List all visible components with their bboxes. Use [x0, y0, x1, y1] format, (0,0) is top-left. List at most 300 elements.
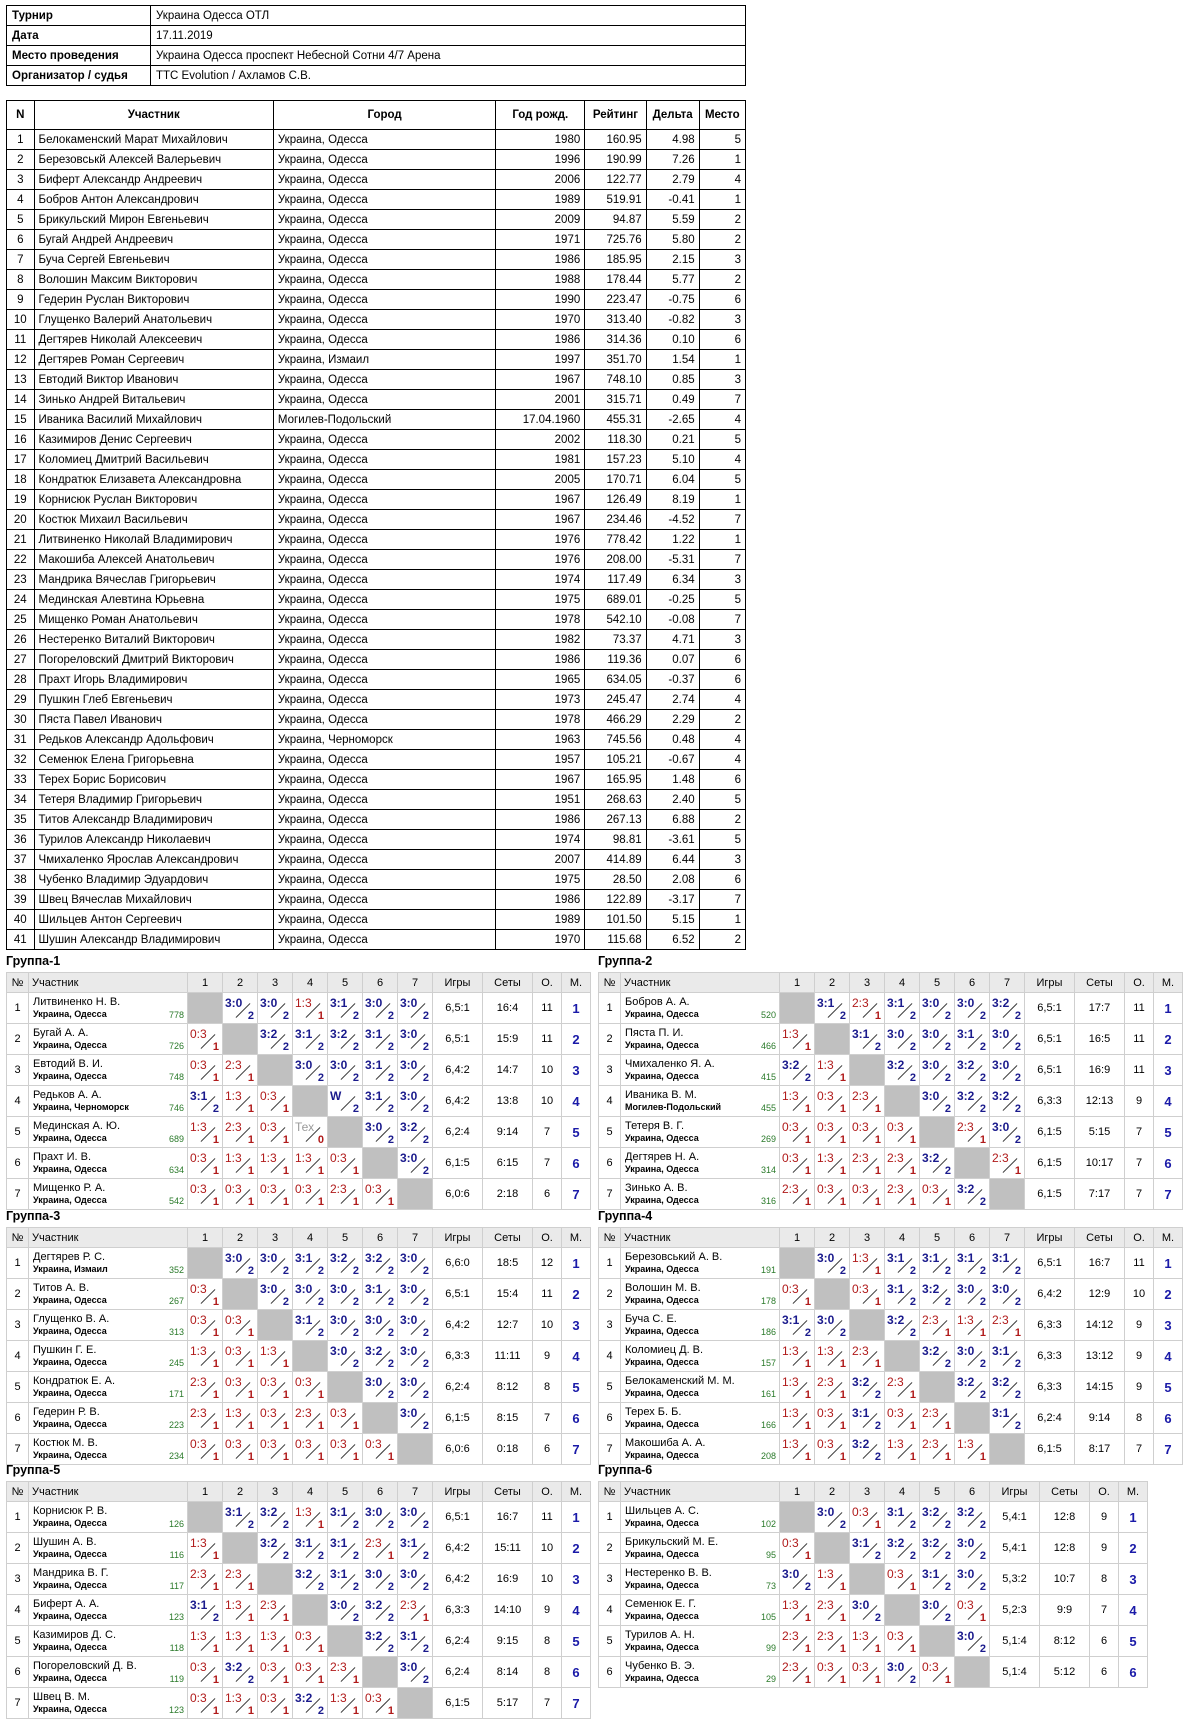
match-score: 0:3	[190, 1437, 207, 1451]
group-row	[7, 1024, 591, 1055]
match-result	[850, 1533, 884, 1563]
match-score: 3:2	[365, 1251, 383, 1265]
player-cell: Украина, Одесса	[273, 850, 495, 870]
player-cell: 2	[699, 210, 745, 230]
group-player-number: 1	[7, 1248, 29, 1279]
match-points: 2	[979, 1550, 986, 1562]
match-result-cell	[815, 1179, 850, 1210]
match-result-cell	[955, 1055, 990, 1086]
match-score: 3:0	[817, 1505, 835, 1519]
self-cell	[398, 1434, 433, 1465]
group-player-name: Гедерин Р. В.	[33, 1406, 100, 1418]
player-cell: 35	[7, 810, 35, 830]
group-points: 11	[533, 1279, 562, 1310]
player-cell: Дегтярев Роман Сергеевич	[34, 350, 273, 370]
match-result	[258, 1117, 292, 1147]
match-points: 2	[1014, 1134, 1021, 1146]
player-cell: 30	[7, 710, 35, 730]
group-sets: 11:11	[483, 1341, 533, 1372]
player-cell: Казимиров Денис Сергеевич	[34, 430, 273, 450]
group-games: 6,4:2	[1025, 1279, 1075, 1310]
player-cell: 2002	[496, 430, 585, 450]
match-score: 3:1	[330, 1567, 348, 1581]
match-score: 3:2	[330, 1251, 348, 1265]
match-result-cell	[850, 1148, 885, 1179]
group-header-m: М.	[562, 1482, 591, 1502]
match-result-cell	[850, 1279, 885, 1310]
player-cell: 314.36	[585, 330, 646, 350]
group-header-num: №	[599, 973, 621, 993]
info-row	[7, 46, 746, 66]
player-cell: 6	[699, 670, 745, 690]
match-score: 3:1	[330, 996, 348, 1010]
player-cell: Тетеря Владимир Григорьевич	[34, 790, 273, 810]
player-cell: 6	[699, 650, 745, 670]
group-player-rating: 171	[168, 1389, 184, 1399]
self-cell	[920, 1117, 955, 1148]
match-points: 2	[212, 1612, 219, 1624]
match-result	[293, 1148, 327, 1178]
group-place: 1	[562, 993, 591, 1024]
match-result	[780, 1341, 814, 1371]
group-player-rating: 455	[760, 1103, 776, 1113]
match-result-cell	[293, 1117, 328, 1148]
group-place: 3	[1154, 1055, 1183, 1086]
self-cell	[990, 1434, 1025, 1465]
player-cell: 9	[7, 290, 35, 310]
match-result	[258, 993, 292, 1023]
player-cell: Чмихаленко Ярослав Александрович	[34, 850, 273, 870]
match-result	[328, 1055, 362, 1085]
group-player-number: 6	[7, 1403, 29, 1434]
match-points: 2	[944, 1041, 951, 1053]
match-score: 0:3	[817, 1406, 834, 1420]
table-row	[7, 730, 746, 750]
table-row	[7, 690, 746, 710]
match-result	[815, 1117, 849, 1147]
match-result	[258, 1688, 292, 1718]
player-cell: 3	[699, 850, 745, 870]
self-cell	[885, 1341, 920, 1372]
self-cell	[815, 1024, 850, 1055]
group-player-city: Украина, Одесса	[625, 1040, 699, 1050]
group-points: 9	[1125, 1310, 1154, 1341]
player-cell: 748.10	[585, 370, 646, 390]
match-result	[398, 1055, 432, 1085]
match-score: 2:3	[782, 1182, 799, 1196]
match-score: 3:0	[852, 1598, 870, 1612]
match-result	[328, 1341, 362, 1371]
match-result-cell	[955, 1248, 990, 1279]
match-result	[990, 1341, 1024, 1371]
group-player-city: Украина, Одесса	[625, 1326, 699, 1336]
match-result-cell	[363, 1055, 398, 1086]
player-cell: 0.85	[646, 370, 699, 390]
match-points: 1	[247, 1072, 254, 1084]
group-games: 5,1:4	[990, 1657, 1040, 1688]
match-result	[398, 1341, 432, 1371]
group-player-rating: 95	[765, 1550, 776, 1560]
match-score: 3:0	[922, 996, 940, 1010]
group-points: 7	[533, 1403, 562, 1434]
group-sets: 15:9	[483, 1024, 533, 1055]
match-result-cell	[780, 1657, 815, 1688]
player-cell: 157.23	[585, 450, 646, 470]
match-points: 2	[387, 1134, 394, 1146]
match-points: 2	[874, 1420, 881, 1432]
group-points: 7	[533, 1148, 562, 1179]
match-result-cell	[328, 1086, 363, 1117]
table-row	[7, 810, 746, 830]
match-points: 2	[422, 1165, 429, 1177]
match-score: 2:3	[922, 1437, 939, 1451]
group-player-name: Чубенко В. Э.	[625, 1660, 695, 1672]
match-score: 3:0	[957, 1344, 975, 1358]
group-player-rating: 161	[760, 1389, 776, 1399]
match-points: 1	[874, 1296, 881, 1308]
group-header-row	[599, 1482, 1148, 1502]
match-result-cell	[258, 1626, 293, 1657]
group-header-opponent: 2	[223, 1482, 258, 1502]
player-cell: Украина, Одесса	[273, 770, 495, 790]
match-result-cell	[223, 1248, 258, 1279]
player-cell: 3	[699, 250, 745, 270]
player-cell: 117.49	[585, 570, 646, 590]
player-cell: Иваника Василий Михайлович	[34, 410, 273, 430]
match-points: 1	[839, 1389, 846, 1401]
match-score: 3:2	[852, 1375, 870, 1389]
match-result-cell	[258, 1248, 293, 1279]
group-header-games: Игры	[433, 973, 483, 993]
players-table	[6, 100, 746, 950]
group-player-name: Мединская А. Ю.	[33, 1120, 121, 1132]
group-player-number: 2	[599, 1024, 621, 1055]
player-cell: 5	[699, 590, 745, 610]
group-header-opponent: 7	[398, 1228, 433, 1248]
match-result	[223, 1372, 257, 1402]
match-points: 1	[979, 1327, 986, 1339]
player-cell: Дегтярев Николай Алексеевич	[34, 330, 273, 350]
match-points: 1	[247, 1103, 254, 1115]
group-place: 4	[1154, 1086, 1183, 1117]
group-player	[29, 1148, 188, 1179]
table-row	[7, 310, 746, 330]
player-cell: 313.40	[585, 310, 646, 330]
match-score: 3:0	[887, 1660, 905, 1674]
match-result-cell	[398, 1657, 433, 1688]
player-cell: Украина, Одесса	[273, 830, 495, 850]
group-player-number: 3	[599, 1055, 621, 1086]
player-cell: Украина, Одесса	[273, 690, 495, 710]
match-result	[293, 1564, 327, 1594]
match-result	[398, 1248, 432, 1278]
group-player-name: Костюк М. В.	[33, 1437, 98, 1449]
table-row	[7, 450, 746, 470]
player-cell: 2	[7, 150, 35, 170]
match-score: 3:0	[992, 1058, 1010, 1072]
group-table	[598, 1481, 1148, 1688]
group-row	[599, 1117, 1183, 1148]
match-score: 0:3	[225, 1375, 242, 1389]
group-points: 11	[533, 1024, 562, 1055]
player-cell: -0.67	[646, 750, 699, 770]
match-result-cell	[850, 1086, 885, 1117]
match-result-cell	[780, 1086, 815, 1117]
player-cell: 1.22	[646, 530, 699, 550]
self-cell	[328, 1626, 363, 1657]
match-score: 3:1	[887, 1505, 905, 1519]
table-row	[7, 290, 746, 310]
match-result-cell	[328, 1502, 363, 1533]
group-player-city: Украина, Одесса	[33, 1133, 107, 1143]
group-row	[7, 1533, 591, 1564]
group-player	[621, 1086, 780, 1117]
group-row	[599, 993, 1183, 1024]
table-row	[7, 750, 746, 770]
group-player-rating: 726	[168, 1041, 184, 1051]
match-result-cell	[293, 1024, 328, 1055]
player-cell: Пяста Павел Иванович	[34, 710, 273, 730]
match-result	[293, 1502, 327, 1532]
match-result	[955, 1341, 989, 1371]
group-points: 10	[533, 1564, 562, 1595]
match-score: 3:1	[957, 1251, 975, 1265]
group-player-name: Бобров А. А.	[625, 996, 690, 1008]
player-cell: Украина, Одесса	[273, 890, 495, 910]
match-score: 3:0	[260, 1282, 278, 1296]
player-cell: Терех Борис Борисович	[34, 770, 273, 790]
player-cell: 1974	[496, 570, 585, 590]
group-sets: 5:15	[1075, 1117, 1125, 1148]
player-cell: 351.70	[585, 350, 646, 370]
match-result	[188, 1179, 222, 1209]
table-row	[7, 770, 746, 790]
group-place: 4	[562, 1341, 591, 1372]
group-header-opponent: 6	[955, 1228, 990, 1248]
match-result	[328, 1279, 362, 1309]
match-result-cell	[188, 1372, 223, 1403]
group-player-city: Украина, Одесса	[33, 1704, 107, 1714]
group-sets: 8:14	[483, 1657, 533, 1688]
group-title: Группа-1	[6, 954, 61, 968]
match-score: 0:3	[782, 1151, 799, 1165]
player-cell: 6	[699, 770, 745, 790]
match-result-cell	[920, 1533, 955, 1564]
match-result-cell	[188, 1533, 223, 1564]
match-result-cell	[850, 1434, 885, 1465]
group-player	[29, 993, 188, 1024]
group-points: 7	[533, 1117, 562, 1148]
player-cell: Украина, Одесса	[273, 450, 495, 470]
group-header-games: Игры	[1025, 973, 1075, 993]
match-result-cell	[398, 1024, 433, 1055]
group-place: 1	[562, 1502, 591, 1533]
match-points: 2	[422, 1550, 429, 1562]
self-cell	[363, 1657, 398, 1688]
match-points: 2	[317, 1072, 324, 1084]
player-cell: Украина, Одесса	[273, 370, 495, 390]
match-points: 2	[387, 1358, 394, 1370]
match-result	[188, 1341, 222, 1371]
match-result-cell	[850, 1403, 885, 1434]
table-row	[7, 650, 746, 670]
group-games: 6,4:2	[433, 1564, 483, 1595]
group-player	[621, 1564, 780, 1595]
group-row	[599, 1279, 1183, 1310]
match-result-cell	[850, 1372, 885, 1403]
group-row	[599, 1086, 1183, 1117]
match-score: 2:3	[817, 1598, 834, 1612]
match-result-cell	[398, 1117, 433, 1148]
group-header-participant: Участник	[621, 1228, 780, 1248]
group-player-number: 4	[7, 1595, 29, 1626]
match-result-cell	[223, 1657, 258, 1688]
match-score: 1:3	[782, 1344, 799, 1358]
match-points: 2	[874, 1612, 881, 1624]
group-sets: 6:15	[483, 1148, 533, 1179]
group-title: Группа-2	[598, 954, 653, 968]
match-points: 1	[804, 1643, 811, 1655]
group-row	[7, 1341, 591, 1372]
match-result-cell	[920, 1148, 955, 1179]
match-result	[780, 1595, 814, 1625]
group-sets: 9:14	[483, 1117, 533, 1148]
match-score: 2:3	[190, 1375, 207, 1389]
group-player-number: 4	[7, 1341, 29, 1372]
match-score: 3:2	[957, 1505, 975, 1519]
match-points: 2	[1014, 1358, 1021, 1370]
player-cell: -0.41	[646, 190, 699, 210]
group-header-sets: Сеты	[483, 973, 533, 993]
player-cell: Украина, Одесса	[273, 930, 495, 950]
match-points: 2	[944, 1358, 951, 1370]
match-result-cell	[990, 1248, 1025, 1279]
match-points: 2	[352, 1041, 359, 1053]
match-score: 3:1	[922, 1251, 940, 1265]
group-player-number: 3	[7, 1564, 29, 1595]
match-result-cell	[398, 1502, 433, 1533]
player-cell: Могилев-Подольский	[273, 410, 495, 430]
match-result	[815, 1502, 849, 1532]
match-points: 1	[212, 1296, 219, 1308]
match-result-cell	[815, 1248, 850, 1279]
match-result-cell	[328, 1595, 363, 1626]
match-score: 3:2	[295, 1691, 313, 1705]
player-cell: 8.19	[646, 490, 699, 510]
match-points: 2	[874, 1389, 881, 1401]
match-result	[293, 1024, 327, 1054]
group-row	[7, 1279, 591, 1310]
group-points: 7	[1125, 1117, 1154, 1148]
group-row	[7, 993, 591, 1024]
group-header-games: Игры	[1025, 1228, 1075, 1248]
match-result	[188, 1279, 222, 1309]
group-player-city: Украина, Одесса	[625, 1611, 699, 1621]
group-player-number: 5	[599, 1626, 621, 1657]
match-score: 2:3	[852, 1344, 869, 1358]
player-cell: 14	[7, 390, 35, 410]
group-player-rating: 234	[168, 1451, 184, 1461]
player-cell: 0.07	[646, 650, 699, 670]
match-points: 1	[282, 1358, 289, 1370]
match-result	[363, 1055, 397, 1085]
group-player-city: Украина, Одесса	[625, 1264, 699, 1274]
self-cell	[850, 1310, 885, 1341]
match-points: 1	[944, 1674, 951, 1686]
group-sets: 16:7	[1075, 1248, 1125, 1279]
self-cell	[955, 1657, 990, 1688]
group-player-city: Украина, Одесса	[33, 1009, 107, 1019]
match-result	[990, 1310, 1024, 1340]
match-result	[363, 1502, 397, 1532]
match-points: 2	[979, 1196, 986, 1208]
match-result	[885, 1279, 919, 1309]
match-score: 3:1	[887, 1251, 905, 1265]
group-header-row	[599, 973, 1183, 993]
match-points: 1	[212, 1705, 219, 1717]
match-result	[780, 1533, 814, 1563]
group-header-opponent: 2	[223, 973, 258, 993]
match-score: 0:3	[365, 1182, 382, 1196]
group-player-rating: 746	[168, 1103, 184, 1113]
group-sets: 8:15	[483, 1403, 533, 1434]
group-sets: 15:4	[483, 1279, 533, 1310]
match-result	[293, 1055, 327, 1085]
group-player	[29, 1403, 188, 1434]
player-cell: 223.47	[585, 290, 646, 310]
match-points: 2	[282, 1041, 289, 1053]
match-result	[293, 1279, 327, 1309]
match-result	[885, 1148, 919, 1178]
match-result	[293, 1179, 327, 1209]
match-points: 2	[317, 1327, 324, 1339]
match-points: 2	[422, 1358, 429, 1370]
group-points: 9	[1090, 1502, 1119, 1533]
player-cell: Украина, Одесса	[273, 210, 495, 230]
self-cell	[815, 1533, 850, 1564]
match-result-cell	[293, 1533, 328, 1564]
match-points: 1	[804, 1451, 811, 1463]
match-points: 1	[874, 1134, 881, 1146]
player-cell: 2005	[496, 470, 585, 490]
match-result	[398, 1148, 432, 1178]
table-row	[7, 530, 746, 550]
group-player	[621, 1626, 780, 1657]
table-row	[7, 370, 746, 390]
table-row	[7, 470, 746, 490]
match-score: 2:3	[817, 1629, 834, 1643]
match-result	[815, 1148, 849, 1178]
match-points: 1	[979, 1451, 986, 1463]
group-header-opponent: 7	[398, 973, 433, 993]
player-cell: Кондратюк Елизавета Александровна	[34, 470, 273, 490]
group-player-number: 7	[7, 1434, 29, 1465]
match-result-cell	[815, 1403, 850, 1434]
match-score: 1:3	[225, 1406, 242, 1420]
group-header-o: О.	[1125, 973, 1154, 993]
group-title: Группа-3	[6, 1209, 61, 1223]
players-header-cell: Место	[699, 101, 745, 130]
match-result-cell	[850, 1595, 885, 1626]
match-points: 1	[839, 1451, 846, 1463]
match-points: 1	[247, 1420, 254, 1432]
group-place: 6	[1119, 1657, 1148, 1688]
match-score: 1:3	[190, 1629, 207, 1643]
match-points: 1	[212, 1358, 219, 1370]
match-score: 3:1	[852, 1406, 870, 1420]
match-points: 1	[839, 1581, 846, 1593]
match-points: 2	[979, 1519, 986, 1531]
